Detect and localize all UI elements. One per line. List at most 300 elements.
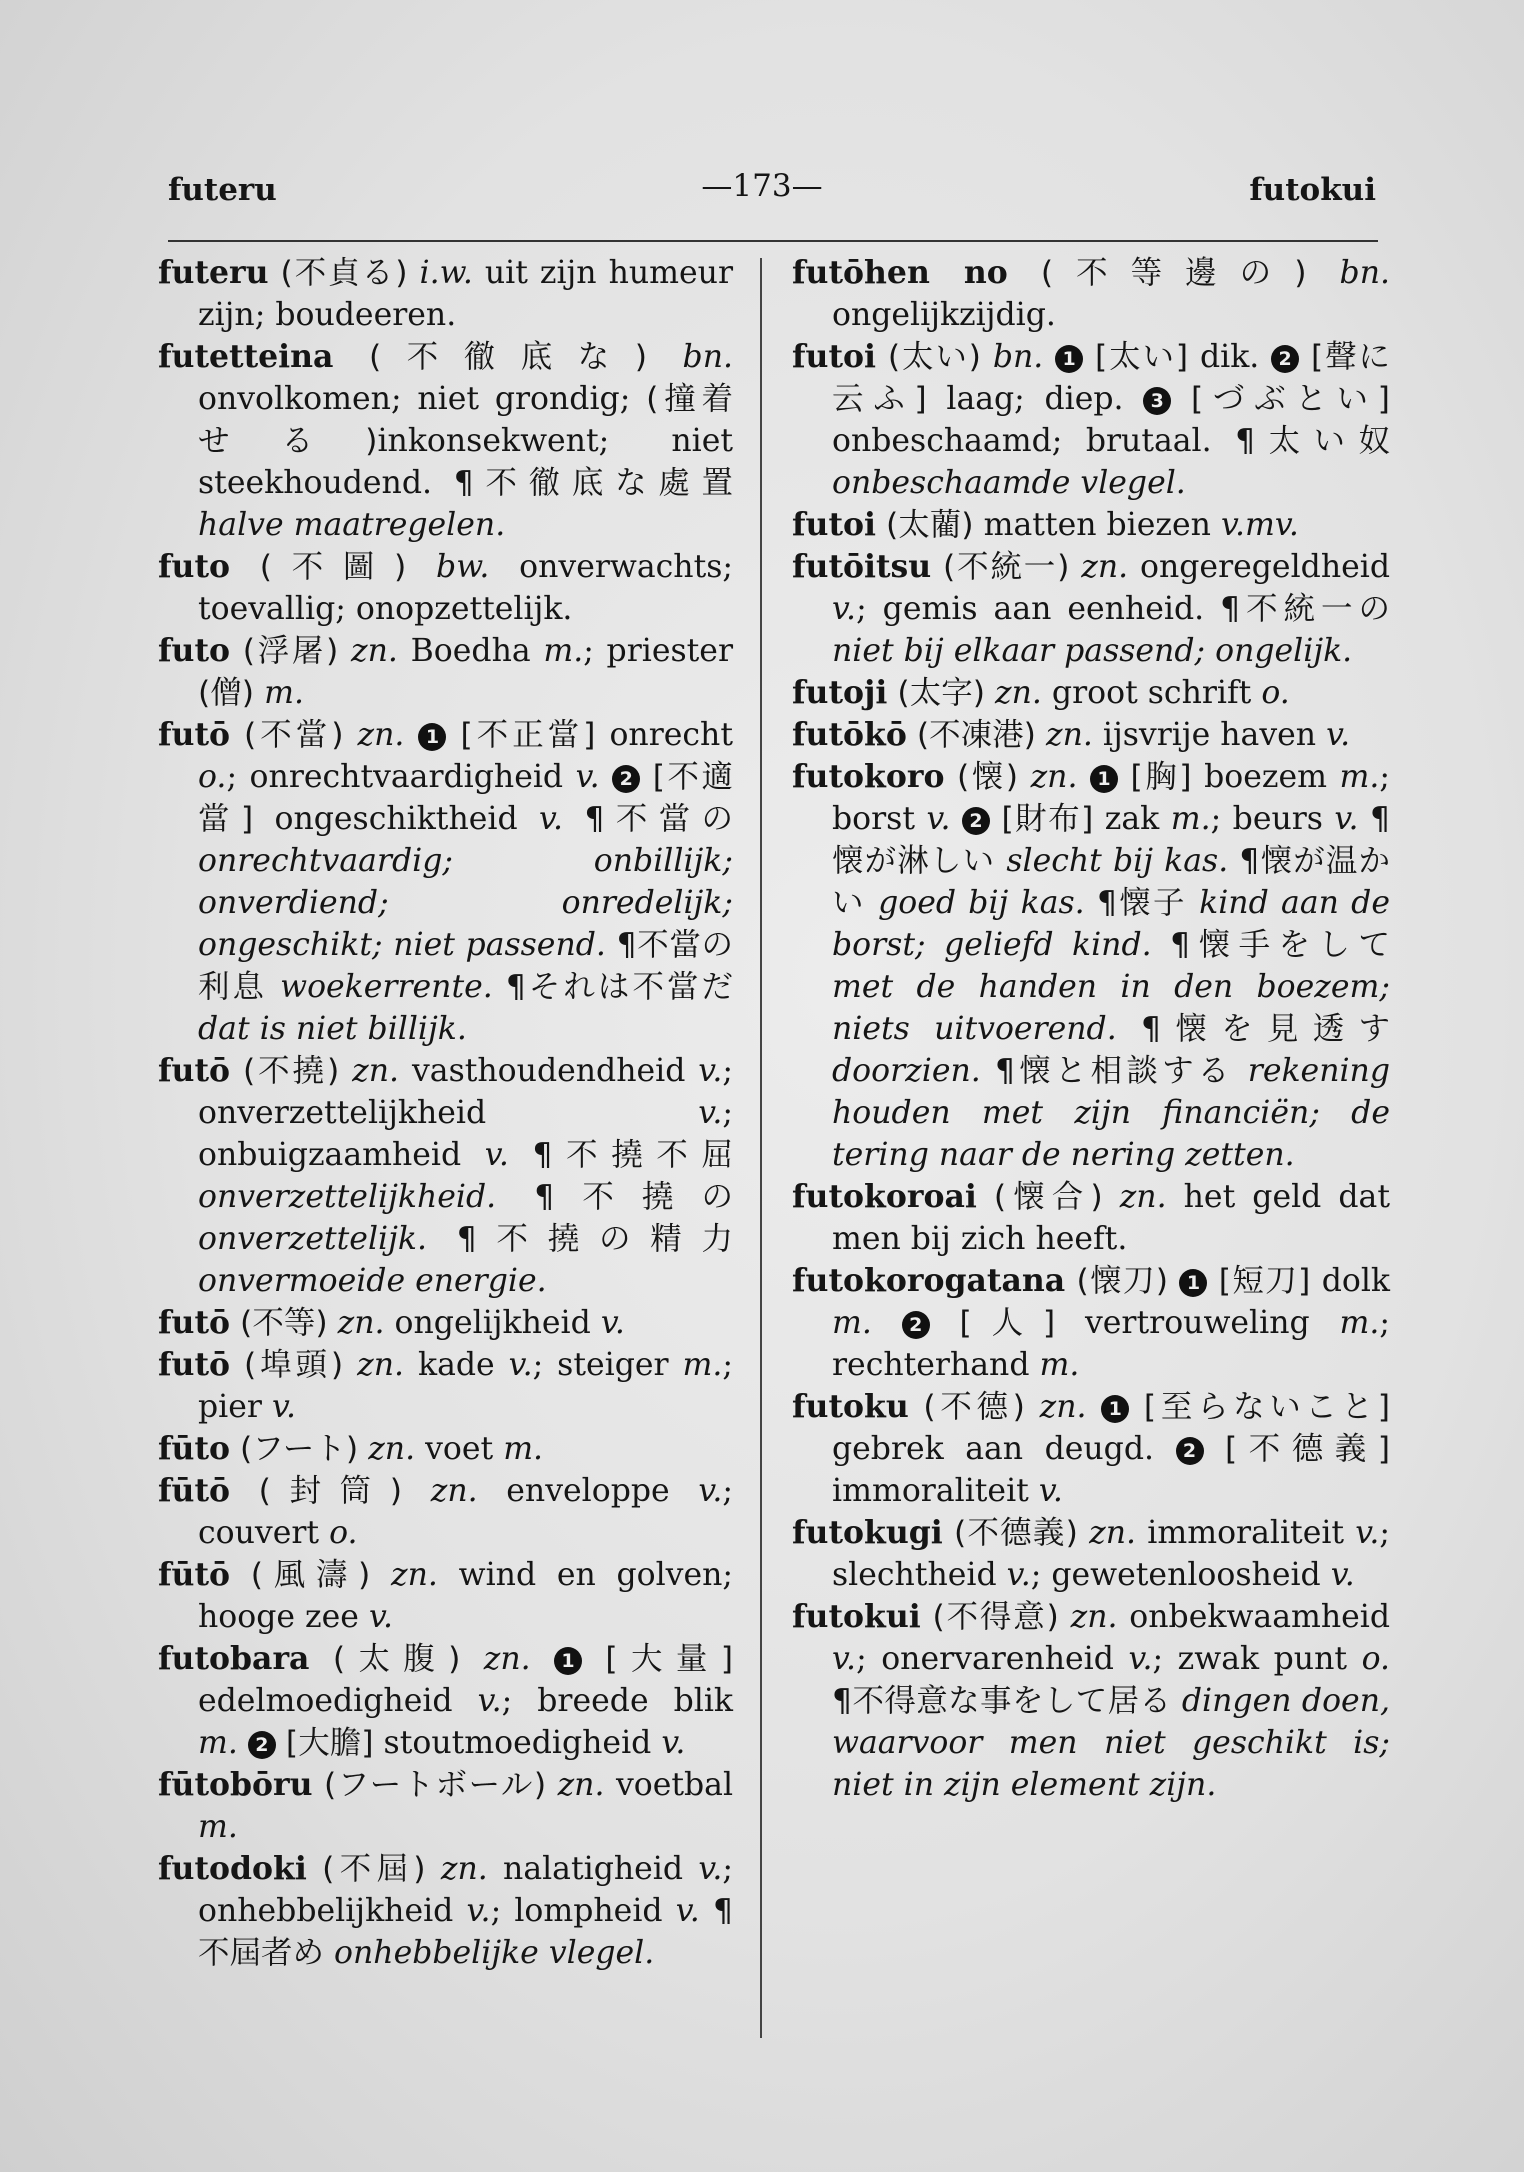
definition-text [1103, 1179, 1120, 1215]
definition-text [230, 633, 243, 669]
example-text: goed bij kas. [878, 885, 1085, 921]
example-text: onhebbelijke vlegel. [334, 1935, 655, 1971]
definition-text [402, 1473, 431, 1509]
sense-number: 2 [248, 1731, 276, 1759]
definition-text [930, 1305, 960, 1341]
kanji-text: (懐刀) [1076, 1263, 1169, 1299]
kanji-text: [不德義] [1225, 1431, 1390, 1467]
headword: fūtō [158, 1556, 231, 1593]
headword: futōitsu [792, 548, 932, 585]
definition-text: edelmoedigheid [198, 1683, 478, 1719]
sense-number: 3 [1143, 387, 1171, 415]
headword: fūtō [158, 1472, 231, 1509]
grammar-label: v. [1128, 1641, 1153, 1677]
headword: fūto [158, 1430, 231, 1467]
definition-text [943, 1515, 954, 1551]
headword: futōhen no [792, 254, 1008, 291]
left-column [158, 252, 733, 1974]
definition-text: ; couvert [198, 1473, 734, 1551]
right-column [792, 252, 1390, 1806]
definition-text: groot schrift [1041, 675, 1262, 711]
paragraph-mark: ¶ [1170, 927, 1191, 963]
definition-text [981, 1053, 995, 1089]
kanji-text: [聲に云ふ] [832, 339, 1390, 417]
example-text: niet bij elkaar passend; ongelijk. [832, 633, 1353, 669]
definition-text: ; onrechtvaardigheid [226, 759, 576, 795]
definition-text [1059, 1599, 1071, 1635]
dictionary-entry [792, 1260, 1390, 1386]
grammar-label: m. [503, 1431, 544, 1467]
grammar-label: zn. [557, 1767, 605, 1803]
sense-number: 1 [1179, 1269, 1207, 1297]
definition-text: onverwachts; toevallig; onopzettelijk. [198, 549, 734, 627]
definition-text: onvolkomen; niet grondig; [198, 381, 647, 417]
definition-text [1307, 255, 1340, 291]
definition-text: ; slechtheid [832, 1515, 1390, 1593]
definition-text [1087, 1389, 1102, 1425]
sense-number: 1 [1090, 765, 1118, 793]
header-rule [168, 240, 1378, 242]
definition-text [344, 717, 358, 753]
definition-text [1299, 339, 1311, 375]
paragraph-mark: ¶ [1369, 801, 1390, 837]
definition-text [951, 801, 962, 837]
definition-text [509, 1137, 533, 1173]
kanji-text: それは不當だ [525, 969, 734, 1005]
definition-text [370, 1557, 391, 1593]
definition-text: onbeschaamd; brutaal. [832, 423, 1236, 459]
grammar-label: m. [1339, 759, 1380, 795]
definition-text [866, 885, 878, 921]
definition-text [931, 549, 943, 585]
paragraph-mark: ¶ [453, 465, 474, 501]
grammar-label: zn. [483, 1641, 531, 1677]
definition-text: onbekwaamheid [1117, 1599, 1391, 1635]
kanji-text: (不統一) [943, 549, 1070, 585]
definition-text: ; lompheid [490, 1893, 676, 1929]
column-divider [760, 258, 762, 2038]
definition-text [1083, 339, 1095, 375]
kanji-text: (不德) [923, 1389, 1025, 1425]
example-text: dingen doen, waarvoor men niet geschikt is; niet in zijn element zijn. [832, 1683, 1390, 1803]
dictionary-entry [792, 1512, 1390, 1596]
headword: futō [158, 716, 231, 753]
definition-text [313, 1767, 324, 1803]
definition-text: Boedha [397, 633, 544, 669]
grammar-label: v. [466, 1893, 491, 1929]
definition-text: dik. [1188, 339, 1272, 375]
definition-text [647, 339, 683, 375]
example-text: rekening houden met zijn financiën; de tering naar de nering zetten. [832, 1053, 1391, 1173]
page-number: —173— [701, 168, 823, 204]
definition-text [981, 339, 993, 375]
definition-text: immoraliteit [832, 1473, 1039, 1509]
definition-text: ; gemis aan eenheid. [856, 591, 1221, 627]
definition-text: ; rechterhand [832, 1305, 1390, 1383]
headword: futetteina [158, 338, 334, 375]
dictionary-entry [158, 714, 733, 1050]
kanji-text: 不屆者め [198, 1935, 325, 1971]
definition-text [1228, 843, 1239, 879]
grammar-label: v. [661, 1725, 686, 1761]
example-text: kind aan de borst; geliefd kind. [832, 885, 1390, 963]
definition-text [496, 1179, 534, 1215]
definition-text: gebrek aan deugd. [832, 1431, 1176, 1467]
definition-text [700, 1893, 713, 1929]
definition-text: uit zijn humeur zijn; boudeeren. [198, 255, 734, 333]
definition-text [230, 1053, 243, 1089]
kanji-text: (太藺) [886, 507, 974, 543]
headword: futō [158, 1346, 231, 1383]
kanji-text: (不撓) [242, 1053, 340, 1089]
sense-number: 1 [1101, 1395, 1129, 1423]
grammar-label: v. [1038, 1473, 1063, 1509]
kanji-text: 懐を見透す [1161, 1011, 1390, 1047]
definition-text [338, 633, 351, 669]
grammar-label: zn. [1081, 549, 1129, 585]
definition-text: ongeschiktheid [253, 801, 539, 837]
kanji-text: 懐子 [1117, 885, 1187, 921]
kanji-text: [大量] [605, 1641, 733, 1677]
sense-number: 2 [962, 807, 990, 835]
definition-text [1152, 927, 1170, 963]
grammar-label: v. [368, 1599, 394, 1635]
paragraph-mark: ¶ [584, 801, 605, 837]
definition-text [563, 801, 584, 837]
definition-text [640, 759, 653, 795]
definition-text: ; borst [832, 759, 1391, 837]
kanji-text: 懐が温かい [832, 843, 1390, 921]
sense-number: 2 [612, 765, 640, 793]
grammar-label: v. [271, 1389, 297, 1425]
definition-text [230, 717, 244, 753]
definition-text [985, 675, 995, 711]
headword: fūtobōru [158, 1766, 313, 1803]
kanji-text: 太い奴 [1255, 423, 1390, 459]
running-head-left: futeru [168, 172, 277, 208]
dictionary-entry [792, 252, 1390, 336]
kanji-text: [至らないこと] [1143, 1389, 1391, 1425]
paragraph-mark: ¶ [1235, 423, 1256, 459]
headword: futokugi [792, 1514, 943, 1551]
example-text: onverzettelijkheid. [198, 1179, 497, 1215]
paragraph-mark: ¶ [505, 969, 526, 1005]
headword: futokoro [792, 758, 945, 795]
grammar-label: bw. [436, 549, 490, 585]
example-text: doorzien. [832, 1053, 981, 1089]
grammar-label: v. [698, 1851, 723, 1887]
grammar-label: v. [1006, 1557, 1031, 1593]
kanji-text: 不得意な事をして居る [852, 1683, 1172, 1719]
definition-text [990, 801, 1001, 837]
dictionary-entry [158, 546, 733, 630]
grammar-label: v. [698, 1095, 723, 1131]
definition-text: wind en golven; hooge zee [198, 1557, 733, 1635]
definition-text: ; gewetenloosheid [1030, 1557, 1331, 1593]
definition-text [493, 969, 506, 1005]
definition-text: ; zwak punt [1152, 1641, 1362, 1677]
grammar-label: zn. [352, 1053, 400, 1089]
definition-text: onrecht [595, 717, 734, 753]
kanji-text: 懐が淋しい [832, 843, 996, 879]
kanji-text: (不圖) [259, 549, 407, 585]
definition-text [1117, 1011, 1141, 1047]
definition-text [426, 1851, 441, 1887]
grammar-label: m. [198, 1809, 238, 1845]
definition-text [269, 255, 281, 291]
grammar-label: v. [539, 801, 564, 837]
definition-text [358, 1431, 368, 1467]
running-head-right: futokui [1249, 172, 1376, 208]
grammar-label: m. [682, 1347, 723, 1383]
grammar-label: v. [926, 801, 951, 837]
grammar-label: m. [832, 1305, 872, 1341]
dictionary-entry [158, 1344, 733, 1428]
grammar-label: v. [1326, 717, 1351, 753]
definition-text [230, 1431, 240, 1467]
definition-text [909, 1389, 924, 1425]
grammar-label: i.w. [419, 255, 473, 291]
definition-text: vasthoudendheid [399, 1053, 699, 1089]
definition-text: ; steiger [532, 1347, 683, 1383]
definition-text [1036, 717, 1046, 753]
definition-text [276, 1725, 286, 1761]
headword: futoi [792, 338, 876, 375]
example-text: woekerrente. [280, 969, 493, 1005]
definition-text [339, 1053, 352, 1089]
grammar-label: m. [543, 633, 584, 669]
kanji-text: (太腹) [332, 1641, 461, 1677]
headword: futōkō [792, 716, 907, 753]
grammar-label: bn. [992, 339, 1044, 375]
definition-text [995, 843, 1006, 879]
grammar-label: zn. [430, 1473, 478, 1509]
dictionary-entry [792, 756, 1390, 1176]
definition-text [343, 1347, 357, 1383]
headword: futoku [792, 1388, 909, 1425]
paragraph-mark: ¶ [1141, 1011, 1162, 1047]
paragraph-mark: ¶ [1220, 591, 1241, 627]
grammar-label: zn. [1070, 1599, 1118, 1635]
kanji-text: (不貞る) [280, 255, 408, 291]
grammar-label: zn. [1030, 759, 1078, 795]
definition-text: kade [404, 1347, 509, 1383]
kanji-text: [財布] [1001, 801, 1094, 837]
grammar-label: m. [198, 1725, 238, 1761]
grammar-label: v. [1355, 1515, 1380, 1551]
kanji-text: 不徹底な處置 [473, 465, 733, 501]
kanji-text: (不得意) [932, 1599, 1059, 1635]
kanji-text: (フート) [240, 1431, 359, 1467]
definition-text: ; priester [583, 633, 734, 669]
grammar-label: zn. [1089, 1515, 1137, 1551]
definition-text: ongelijkheid [384, 1305, 601, 1341]
grammar-label: zn. [351, 633, 398, 669]
grammar-label: zn. [368, 1431, 416, 1467]
grammar-label: o. [1261, 675, 1290, 711]
definition-text [1129, 1389, 1144, 1425]
definition-text [1171, 1683, 1181, 1719]
definition-text [876, 339, 888, 375]
definition-text: stoutmoedigheid [373, 1725, 662, 1761]
definition-text [876, 507, 886, 543]
dictionary-entry [158, 1050, 733, 1302]
example-text: halve maatregelen. [198, 507, 506, 543]
grammar-label: zn. [1039, 1389, 1087, 1425]
kanji-text: (封筒) [258, 1473, 403, 1509]
definition-text: ; onverzettelijkheid [198, 1053, 733, 1131]
kanji-text: (不徹底な) [368, 339, 648, 375]
sense-number: 1 [554, 1647, 582, 1675]
definition-text [1078, 1515, 1089, 1551]
dictionary-entry [158, 1554, 733, 1638]
dictionary-entry [158, 252, 733, 336]
kanji-text: (浮屠) [242, 633, 339, 669]
kanji-text: [大膽] [285, 1725, 374, 1761]
definition-text [531, 1641, 554, 1677]
kanji-text: 懐手をして [1190, 927, 1390, 963]
dictionary-entry [158, 1302, 733, 1344]
kanji-text: 不撓の [554, 1179, 733, 1215]
definition-text [921, 1599, 933, 1635]
paragraph-mark: ¶ [456, 1221, 477, 1257]
kanji-text: 不當の [604, 801, 734, 837]
grammar-label: m. [1170, 801, 1211, 837]
definition-text [1069, 549, 1081, 585]
definition-text [404, 717, 418, 753]
definition-text: ; breede blik [501, 1683, 733, 1719]
definition-text [872, 1305, 902, 1341]
definition-text: ; onervarenheid [856, 1641, 1129, 1677]
dictionary-entry [792, 1596, 1390, 1806]
definition-text [333, 339, 369, 375]
grammar-label: v. [600, 1305, 625, 1341]
definition-text [406, 549, 436, 585]
definition-text [1018, 759, 1031, 795]
sense-number: 2 [1176, 1437, 1204, 1465]
definition-text [1025, 1389, 1040, 1425]
dictionary-entry [158, 630, 733, 714]
definition-text: immoraliteit [1136, 1515, 1356, 1551]
dictionary-entry [158, 1428, 733, 1470]
definition-text [1008, 255, 1041, 291]
definition-text: dolk [1310, 1263, 1390, 1299]
dictionary-entry [792, 1386, 1390, 1512]
dictionary-entry [158, 1470, 733, 1554]
kanji-text: [人] [959, 1305, 1056, 1341]
definition-text [230, 1473, 259, 1509]
grammar-label: zn. [391, 1557, 438, 1593]
kanji-text: (懐) [956, 759, 1019, 795]
definition-text [230, 1305, 240, 1341]
grammar-label: m. [264, 675, 304, 711]
grammar-label: v.mv. [1220, 507, 1299, 543]
headword: futoji [792, 674, 888, 711]
dictionary-entry [792, 336, 1390, 504]
definition-text [887, 675, 897, 711]
definition-text [230, 1347, 244, 1383]
grammar-label: bn. [682, 339, 734, 375]
dictionary-entry [158, 336, 733, 546]
grammar-label: v. [675, 1893, 700, 1929]
kanji-text: (不屆) [322, 1851, 426, 1887]
definition-text: matten biezen [973, 507, 1221, 543]
sense-number: 1 [1055, 345, 1083, 373]
definition-text [230, 1557, 251, 1593]
grammar-label: m. [1039, 1347, 1080, 1383]
grammar-label: zn. [357, 1347, 405, 1383]
grammar-label: bn. [1339, 255, 1391, 291]
kanji-text: [太い] [1095, 339, 1189, 375]
grammar-label: v. [1334, 801, 1359, 837]
kanji-text: (太字) [897, 675, 985, 711]
grammar-label: zn. [995, 675, 1042, 711]
grammar-label: v. [484, 1137, 509, 1173]
kanji-text: (不凍港) [916, 717, 1036, 753]
definition-text [1085, 885, 1097, 921]
kanji-text: [づぶとい] [1190, 381, 1390, 417]
definition-text [307, 1851, 322, 1887]
kanji-text: 不當の利息 [198, 927, 733, 1005]
kanji-text: (太い) [887, 339, 981, 375]
dictionary-entry [792, 1176, 1390, 1260]
example-text: onvermoeide energie. [198, 1263, 547, 1299]
definition-text: ongelijkzijdig. [832, 297, 1056, 333]
definition-text [1065, 1263, 1076, 1299]
headword: futoi [792, 506, 876, 543]
grammar-label: v. [575, 759, 600, 795]
example-text: onrechtvaardig; onbillijk; onverdiend; onredelijk; ongeschikt; niet passend. [198, 843, 733, 963]
kanji-text: (不德義) [953, 1515, 1078, 1551]
kanji-text: (僧) [198, 675, 255, 711]
grammar-label: o. [198, 759, 227, 795]
kanji-text: (撞着せる) [198, 381, 733, 459]
kanji-text: (埠頭) [243, 1347, 344, 1383]
headword: futodoki [158, 1850, 307, 1887]
definition-text [324, 1935, 334, 1971]
grammar-label: v. [1330, 1557, 1355, 1593]
dictionary-entry [792, 504, 1390, 546]
definition-text: nalatigheid [487, 1851, 699, 1887]
example-text: met de handen in den boezem; niets uitvoerend. [832, 969, 1390, 1047]
paragraph-mark: ¶ [1096, 885, 1117, 921]
paragraph-mark: ¶ [712, 1893, 733, 1929]
definition-text [427, 1221, 457, 1257]
headword: futokorogatana [792, 1262, 1066, 1299]
definition-text: enveloppe [477, 1473, 699, 1509]
example-text: onverzettelijk. [198, 1221, 427, 1257]
definition-text [600, 759, 613, 795]
definition-text [606, 927, 617, 963]
paragraph-mark: ¶ [995, 1053, 1016, 1089]
grammar-label: v. [698, 1473, 723, 1509]
definition-text [1234, 1053, 1248, 1089]
definition-text [1043, 339, 1055, 375]
kanji-text: (懐合) [993, 1179, 1103, 1215]
definition-text: ijsvrije haven [1092, 717, 1327, 753]
definition-text [582, 1641, 605, 1677]
definition-text: ; onbuigzaamheid [198, 1095, 733, 1173]
definition-text: ongeregeldheid [1128, 549, 1390, 585]
headword: futokui [792, 1598, 921, 1635]
grammar-label: zn. [1119, 1179, 1167, 1215]
definition-text [267, 969, 280, 1005]
grammar-label: v. [832, 591, 857, 627]
definition-text [1118, 759, 1131, 795]
dictionary-entry [792, 546, 1390, 672]
definition-text [254, 675, 264, 711]
headword: futo [158, 548, 231, 585]
